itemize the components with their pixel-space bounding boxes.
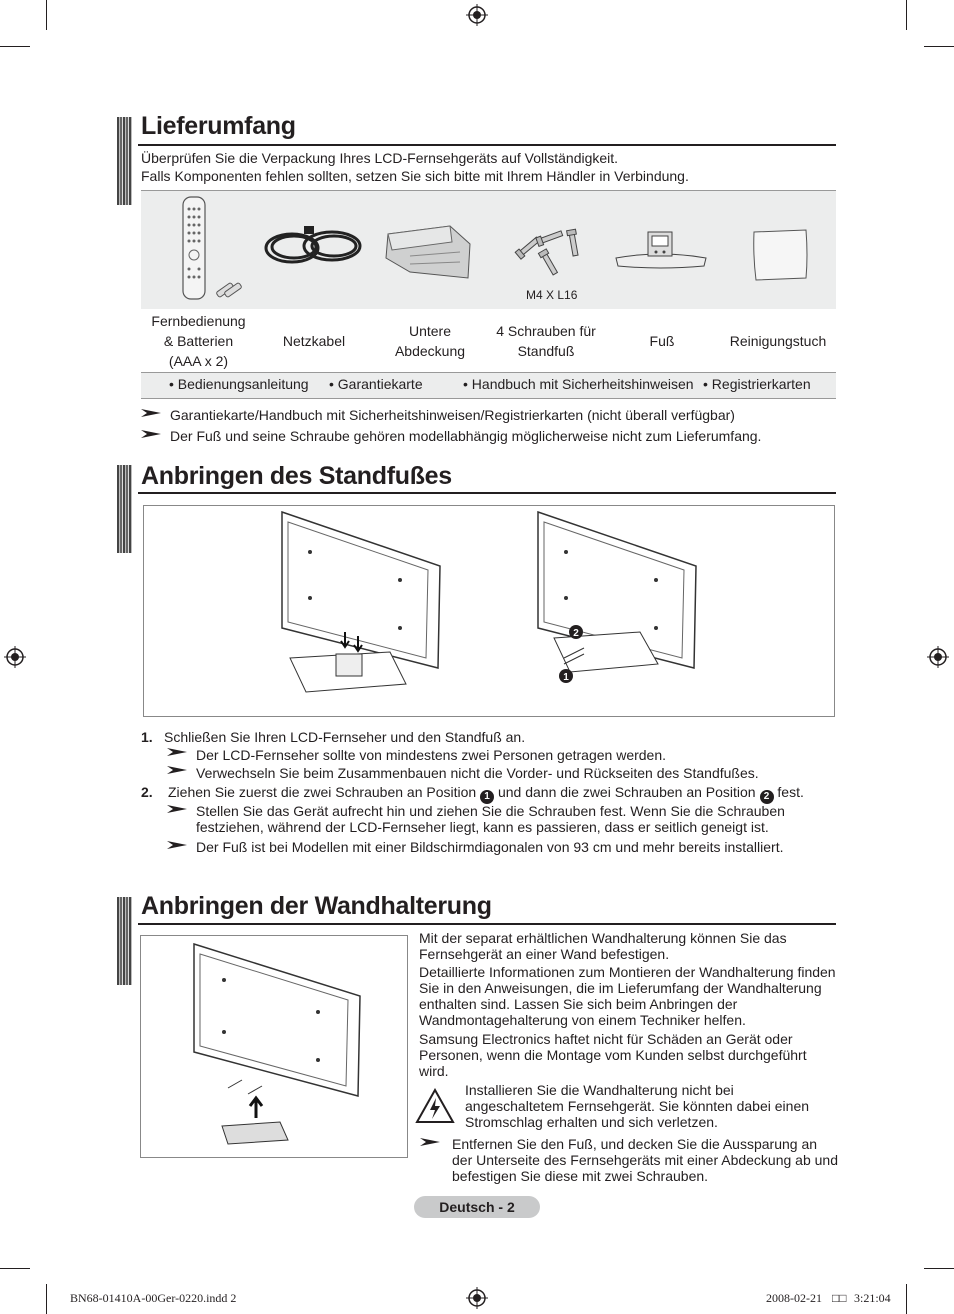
- footer-file: BN68-01410A-00Ger-0220.indd 2: [70, 1291, 237, 1305]
- note-text: Der Fuß ist bei Modellen mit einer Bildschirmdiagonalen von 93 cm und mehr bereits installiert.: [196, 839, 784, 855]
- step-number: 1.: [141, 729, 153, 745]
- footer-time: 3:21:04: [854, 1291, 891, 1305]
- section-bar: [117, 897, 132, 985]
- section-title-lieferumfang: Lieferumfang: [141, 112, 296, 140]
- note-arrow-icon: [167, 804, 187, 814]
- section-bar: [117, 465, 132, 553]
- step2-part-a: Ziehen Sie zuerst die zwei Schrauben an Position: [168, 784, 477, 800]
- position-1-badge: 1: [480, 790, 494, 804]
- note-text: Der Fuß und seine Schraube gehören modellabhängig möglicherweise nicht zum Lieferumfang.: [170, 428, 762, 444]
- footer-garbled: □□: [832, 1291, 847, 1305]
- page-label: Deutsch - 2: [414, 1196, 540, 1218]
- intro-line-2: Falls Komponenten fehlen sollten, setzen Sie sich bitte mit Ihrem Händler in Verbindung.: [141, 168, 689, 184]
- step-text: [168, 784, 804, 804]
- stand-illustration-box: [143, 505, 835, 717]
- crop-mark: [924, 1268, 954, 1269]
- section-rule: [138, 492, 836, 494]
- crop-mark: [46, 0, 47, 30]
- intro-line-1: Überprüfen Sie die Verpackung Ihres LCD-Fernsehgeräts auf Vollständigkeit.: [141, 150, 619, 166]
- bottom-cover-icon: [380, 222, 474, 282]
- power-cord-icon: [262, 222, 366, 270]
- screw-size-label: M4 X L16: [526, 288, 578, 302]
- crop-mark: [924, 46, 954, 47]
- section-bar: [117, 117, 132, 205]
- wall-paragraph: Detaillierte Informationen zum Montieren der Wandhalterung finden Sie in den Anweisungen, die im Lieferumfang der Wandhalterung enthalten sind. Lassen Sie sich beim Anbringen der Wandmontagehalterung von einem Techniker helfen.: [419, 964, 836, 1028]
- step-text: Schließen Sie Ihren LCD-Fernseher und den Standfuß an.: [164, 729, 526, 745]
- svg-text:2: 2: [573, 628, 579, 639]
- wall-paragraph: Mit der separat erhältlichen Wandhalterung können Sie das Fernsehgerät an einer Wand befestigen.: [419, 930, 787, 962]
- docs-item: • Registrierkarten: [703, 376, 811, 392]
- crop-mark: [46, 1284, 47, 1314]
- registration-mark-icon: [466, 4, 488, 26]
- crop-mark: [906, 1284, 907, 1314]
- warning-text: Installieren Sie die Wandhalterung nicht bei angeschaltetem Fernsehgerät. Sie könnten dabei einen Stromschlag erhalten und sich verletzen.: [465, 1082, 810, 1130]
- section-rule: [138, 144, 836, 146]
- svg-text:1: 1: [563, 672, 569, 683]
- electric-shock-warning-icon: [415, 1088, 455, 1124]
- wall-paragraph: Samsung Electronics haftet nicht für Schäden an Gerät oder Personen, wenn die Montage vom Kunden selbst durchgeführt wird.: [419, 1031, 807, 1079]
- accessory-label: Reinigungstuch: [729, 333, 827, 349]
- note-text: Der LCD-Fernseher sollte von mindestens zwei Personen getragen werden.: [196, 747, 667, 763]
- step2-part-b: und dann die zwei Schrauben an Position: [497, 784, 756, 800]
- tv-wall-mount-illustration: [184, 940, 374, 1150]
- note-text: Verwechseln Sie beim Zusammenbauen nicht die Vorder- und Rückseiten des Standfußes.: [196, 765, 759, 781]
- remote-control-icon: [178, 195, 248, 303]
- note-arrow-icon: [167, 840, 187, 850]
- position-2-badge: 2: [760, 790, 774, 804]
- note-text: Garantiekarte/Handbuch mit Sicherheitshinweisen/Registrierkarten (nicht überall verfügbar): [170, 407, 735, 423]
- docs-item: • Handbuch mit Sicherheitshinweisen: [463, 376, 694, 392]
- registration-mark-icon: [927, 646, 949, 668]
- section-title-standfuss: Anbringen des Standfußes: [141, 462, 452, 490]
- tv-stand-illustration: [270, 508, 450, 708]
- cleaning-cloth-icon: [750, 226, 812, 284]
- screws-icon: [508, 222, 584, 280]
- crop-mark: [0, 46, 30, 47]
- accessory-label: Untere Abdeckung: [394, 323, 466, 359]
- section-title-wandhalterung: Anbringen der Wandhalterung: [141, 892, 492, 920]
- accessory-label: Fernbedienung & Batterien (AAA x 2): [151, 313, 246, 369]
- note-arrow-icon: [167, 765, 187, 775]
- stand-icon: [610, 226, 712, 272]
- note-arrow-icon: [420, 1137, 440, 1147]
- docs-item: • Bedienungsanleitung: [169, 376, 309, 392]
- accessory-label: Netzkabel: [282, 333, 346, 349]
- note-text: Entfernen Sie den Fuß, und decken Sie die Aussparung an der Unterseite des Fernsehgeräts mit einer Abdeckung ab und befestigen Sie diese mit zwei Schrauben.: [452, 1136, 839, 1184]
- accessory-label: 4 Schrauben für Standfuß: [496, 323, 596, 359]
- note-arrow-icon: [167, 747, 187, 757]
- step-number: 2.: [141, 784, 153, 800]
- step2-part-c: fest.: [777, 784, 804, 800]
- docs-item: • Garantiekarte: [329, 376, 423, 392]
- note-arrow-icon: [141, 408, 161, 418]
- section-rule: [138, 923, 836, 925]
- registration-mark-icon: [466, 1287, 488, 1309]
- registration-mark-icon: [4, 646, 26, 668]
- accessory-label: Fuß: [649, 333, 675, 349]
- crop-mark: [0, 1268, 30, 1269]
- tv-stand-illustration: [530, 508, 710, 708]
- note-text: Stellen Sie das Gerät aufrecht hin und ziehen Sie die Schrauben fest. Wenn Sie die Schrauben festziehen, während der LCD-Fernseher liegt, kann es passieren, dass er seitlich geneigt ist.: [196, 803, 785, 835]
- footer-date: 2008-02-21: [766, 1291, 822, 1305]
- note-arrow-icon: [141, 429, 161, 439]
- crop-mark: [906, 0, 907, 30]
